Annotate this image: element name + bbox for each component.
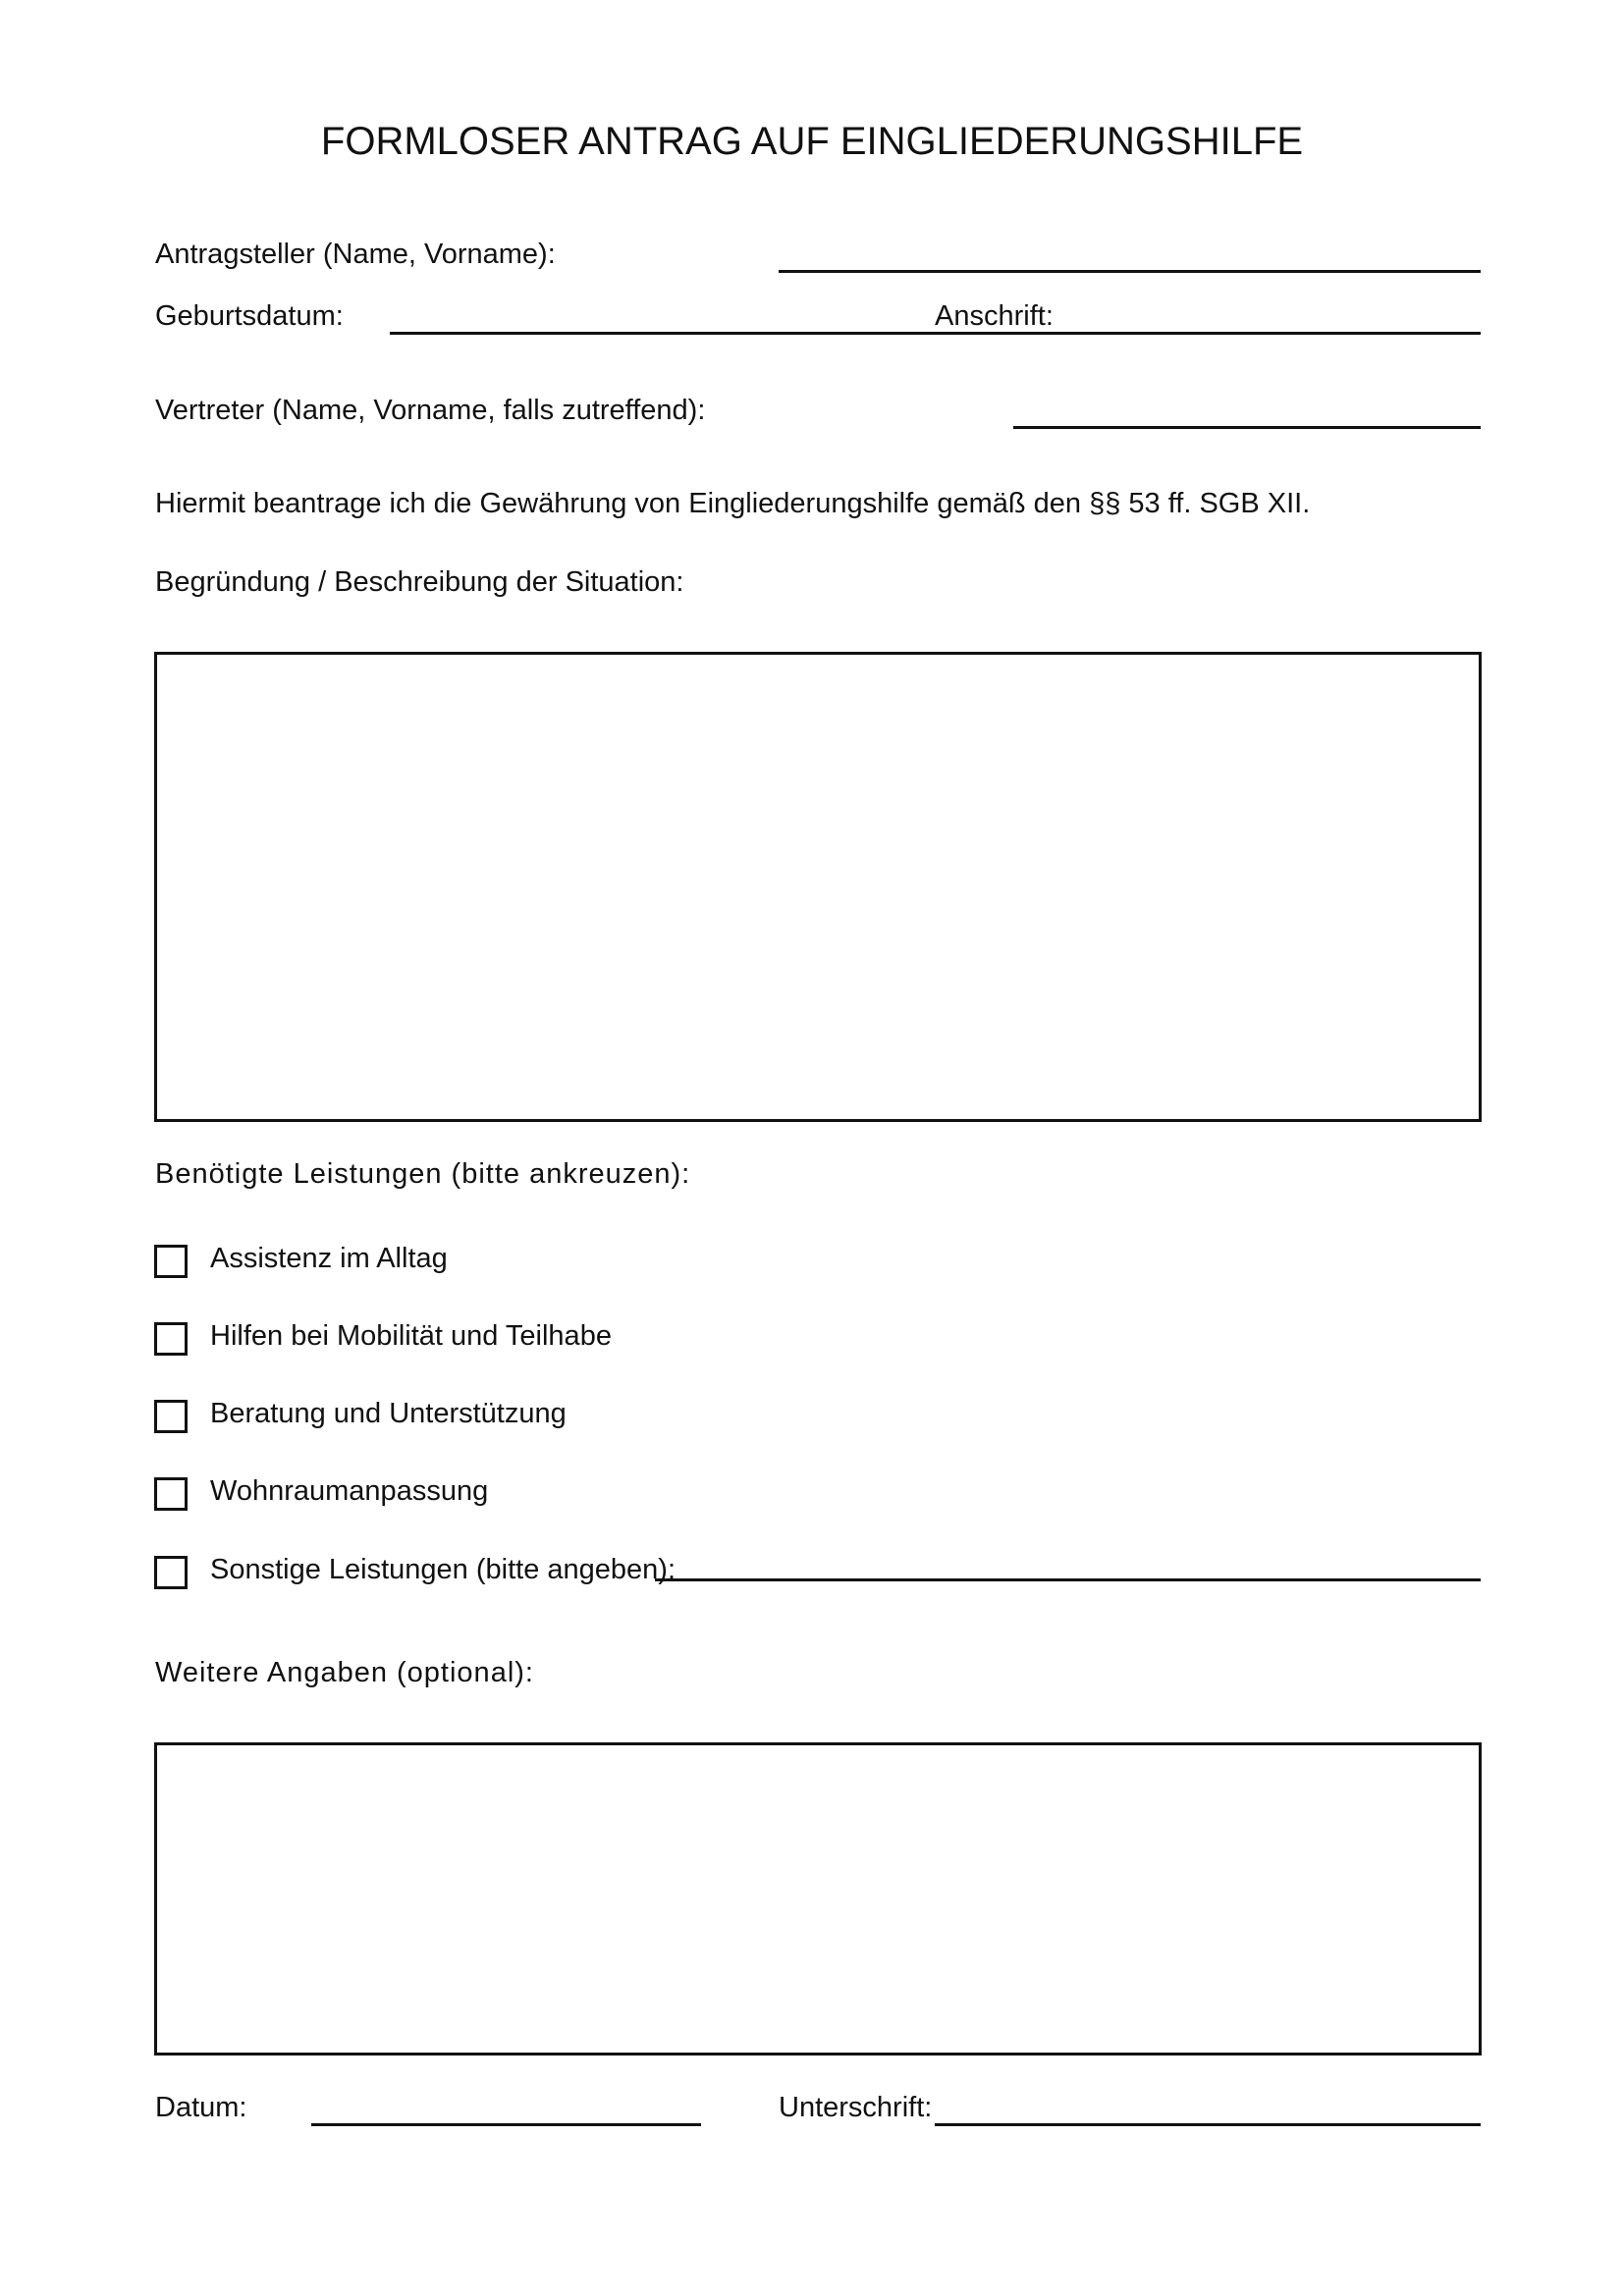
reason-label: Begründung / Beschreibung der Situation: [155,566,684,598]
checkbox-label-beratung: Beratung und Unterstützung [210,1398,567,1429]
request-statement: Hiermit beantrage ich die Gewährung von Eingliederungshilfe gemäß den §§ 53 ff. SGB XII. [155,488,1311,519]
checkbox-sonstige[interactable] [154,1556,188,1589]
checkbox-label-sonstige: Sonstige Leistungen (bitte angeben): [210,1554,677,1585]
services-label: Benötigte Leistungen (bitte ankreuzen): [155,1158,691,1190]
checkbox-wohnraum[interactable] [154,1477,188,1511]
birthdate-label: Geburtsdatum: [155,300,344,332]
birthdate-address-field[interactable] [390,332,1481,335]
applicant-name-label: Antragsteller (Name, Vorname): [155,239,556,270]
date-field[interactable] [311,2123,701,2126]
representative-field[interactable] [1013,426,1481,429]
checkbox-label-assistenz: Assistenz im Alltag [210,1243,448,1274]
checkbox-beratung[interactable] [154,1400,188,1433]
applicant-name-field[interactable] [779,270,1481,273]
checkbox-mobilitaet[interactable] [154,1322,188,1356]
address-label: Anschrift: [935,300,1054,332]
checkbox-label-wohnraum: Wohnraumanpassung [210,1475,489,1507]
checkbox-assistenz[interactable] [154,1245,188,1278]
checkbox-label-mobilitaet: Hilfen bei Mobilität und Teilhabe [210,1320,612,1352]
additional-textbox[interactable] [154,1742,1482,2056]
signature-field[interactable] [935,2123,1481,2126]
additional-label: Weitere Angaben (optional): [155,1657,534,1688]
date-label: Datum: [155,2092,247,2123]
sonstige-field[interactable] [655,1578,1481,1581]
representative-label: Vertreter (Name, Vorname, falls zutreffend): [155,395,706,426]
signature-label: Unterschrift: [779,2092,933,2123]
form-title: FORMLOSER ANTRAG AUF EINGLIEDERUNGSHILFE [320,120,1304,163]
reason-textbox[interactable] [154,652,1482,1122]
